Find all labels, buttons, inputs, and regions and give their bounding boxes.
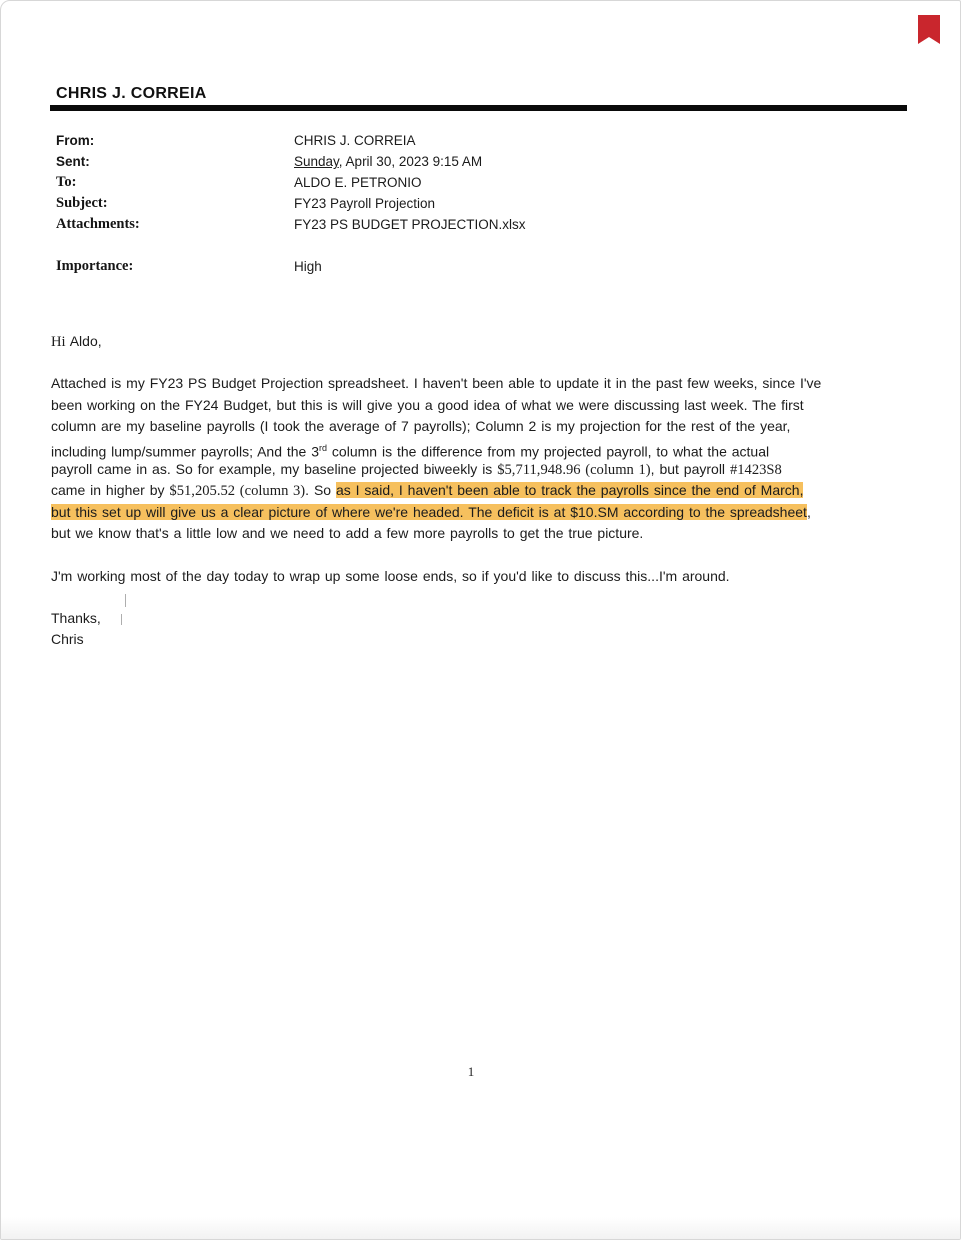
text-run: Chris [51, 631, 84, 648]
body-line [51, 523, 896, 544]
text-run: been working on the FY24 Budget, but this is will give you a good idea of what we were discussing last week. The first [51, 396, 804, 413]
body-line [51, 373, 896, 394]
body-line [51, 459, 896, 480]
text-run: , but payroll [650, 460, 730, 477]
body-line [51, 395, 896, 416]
body-line [51, 480, 896, 501]
text-run: including lump/summer payrolls; And the 3 [51, 443, 320, 460]
field-value-subject [294, 193, 435, 214]
text-run: High [294, 259, 322, 274]
page-number: 1 [467, 1064, 475, 1079]
body-line [51, 438, 896, 459]
text-run: FY23 PS BUDGET PROJECTION.xlsx [294, 217, 526, 232]
text-run: $51,205.52 (column 3) [169, 483, 306, 500]
text-run: payroll came in as. So for example, my baseline projected biweekly is [51, 460, 498, 477]
body-line [51, 566, 896, 587]
field-row-from [56, 130, 526, 151]
text-run: FY23 Payroll Projection [294, 196, 436, 211]
field-row-sent [56, 151, 526, 172]
text-run: column is the difference from my projected payroll, to what the actual [327, 443, 770, 460]
page-bottom-fade [1, 1217, 960, 1239]
field-label-from: From: [56, 133, 95, 148]
text-run: Aldo, [65, 333, 102, 349]
body-line [51, 608, 896, 629]
highlighted-text: as I said, I haven't been able to track the payrolls since the end of March, [335, 482, 804, 499]
field-value-to [294, 172, 422, 193]
text-run: #1423S8 [729, 461, 782, 478]
text-run: Attached is my FY23 PS Budget Projection spreadsheet. I haven't been able to update it in the past few weeks, since I've [51, 375, 822, 392]
text-run: Hi [51, 334, 66, 350]
cursor-artifact [121, 614, 122, 625]
text-run: but we know that's a little low and we need to add a few more payrolls to get the true picture. [51, 525, 644, 542]
field-label-importance: Importance: [56, 258, 134, 274]
body-line [51, 502, 896, 523]
highlighted-text: but this set up will give us a clear picture of where we're headed. The deficit is at $10.SM according to the spreadsheet [51, 503, 807, 520]
text-run: Thanks, [51, 609, 101, 626]
text-run: J'm working most of the day today to wrap up some loose ends, so if you'd like to discuss this...I'm around. [51, 567, 730, 584]
field-row-subject [56, 193, 526, 214]
body-paragraph-2 [51, 566, 896, 587]
email-header-fields [56, 130, 526, 277]
text-run: column are my baseline payrolls (I took the average of 7 payrolls); Column 2 is my projection for the rest of the year, [51, 418, 791, 435]
cursor-artifact [125, 594, 126, 607]
text-run: rd [319, 442, 328, 453]
body-paragraph-1 [51, 373, 896, 544]
field-row-to [56, 172, 526, 193]
field-value-from [294, 130, 416, 151]
text-run: came in higher by [51, 482, 170, 499]
email-body [51, 331, 896, 672]
field-value-attachments [294, 214, 526, 235]
field-label-attachments: Attachments: [56, 216, 140, 232]
body-line [51, 331, 896, 352]
text-run: CHRIS J. CORREIA [294, 133, 416, 148]
text-run: $5,711,948.96 (column 1) [497, 461, 651, 478]
field-row-importance [56, 256, 526, 277]
text-run: . So [305, 482, 336, 499]
text-run: ALDO E. PETRONIO [294, 175, 422, 190]
field-label-sent: Sent: [56, 154, 90, 169]
field-value-sent [294, 151, 482, 172]
text-run: , April 30, 2023 9:15 AM [338, 154, 483, 169]
text-run: Sunday [294, 154, 339, 169]
field-value-importance [294, 256, 322, 277]
field-row-attachments [56, 214, 526, 235]
bookmark-icon[interactable] [918, 15, 940, 44]
field-label-subject: Subject: [56, 195, 108, 211]
page-title: CHRIS J. CORREIA [56, 85, 207, 102]
body-paragraph-3 [51, 608, 896, 651]
text-run: , [806, 503, 811, 520]
body-paragraph-0 [51, 331, 896, 352]
title-rule [50, 105, 907, 111]
field-label-to: To: [56, 174, 77, 190]
body-line [51, 416, 896, 437]
body-line [51, 629, 896, 650]
